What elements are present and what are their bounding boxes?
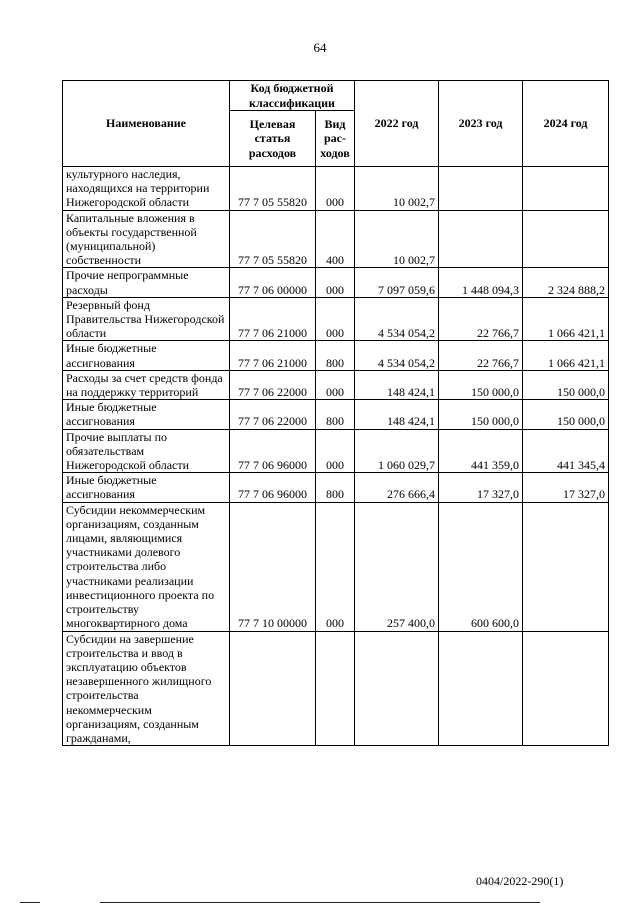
row-value-2022: 148 424,1 <box>355 400 439 429</box>
page-number: 64 <box>313 40 327 55</box>
row-name: Капитальные вложения в объекты государственной (муниципальной) собственности <box>63 210 230 268</box>
header-target-article: Целевая статья расходов <box>230 111 316 167</box>
row-value-2024 <box>523 210 609 268</box>
row-value-2022: 4 534 054,2 <box>355 341 439 370</box>
table-row <box>63 210 609 268</box>
table-row <box>63 631 609 746</box>
table-row <box>63 341 609 370</box>
header-2024: 2024 год <box>523 81 609 167</box>
row-value-2024 <box>523 631 609 746</box>
row-name: Субсидии некоммерческим организациям, созданным лицами, являющимися участниками долевого строительства либо участниками реализации инвестиционного проекта по строительству многоквартирного дома <box>63 502 230 631</box>
row-value-2022: 257 400,0 <box>355 502 439 631</box>
header-expense-type: Вид рас-ходов <box>316 111 355 167</box>
row-target-article: 77 7 06 22000 <box>230 370 316 399</box>
row-expense-type: 000 <box>316 167 355 211</box>
row-value-2024: 17 327,0 <box>523 473 609 502</box>
header-2023: 2023 год <box>439 81 523 167</box>
row-target-article: 77 7 06 21000 <box>230 341 316 370</box>
header-name: Наименование <box>63 81 230 167</box>
row-expense-type <box>316 631 355 746</box>
row-value-2022: 10 002,7 <box>355 210 439 268</box>
document-code: 0404/2022-290(1) <box>476 874 564 888</box>
row-target-article: 77 7 05 55820 <box>230 167 316 211</box>
row-value-2024 <box>523 167 609 211</box>
table-row <box>63 268 609 297</box>
table-row <box>63 297 609 341</box>
row-target-article: 77 7 06 21000 <box>230 297 316 341</box>
row-value-2022: 276 666,4 <box>355 473 439 502</box>
row-value-2023: 22 766,7 <box>439 341 523 370</box>
row-value-2024: 1 066 421,1 <box>523 341 609 370</box>
row-value-2022: 10 002,7 <box>355 167 439 211</box>
table-row <box>63 473 609 502</box>
row-value-2024 <box>523 502 609 631</box>
row-target-article: 77 7 06 00000 <box>230 268 316 297</box>
row-value-2022 <box>355 631 439 746</box>
row-expense-type: 000 <box>316 297 355 341</box>
row-expense-type: 800 <box>316 473 355 502</box>
table-body <box>63 167 609 746</box>
row-expense-type: 000 <box>316 502 355 631</box>
row-value-2024: 1 066 421,1 <box>523 297 609 341</box>
row-value-2024: 150 000,0 <box>523 400 609 429</box>
row-target-article: 77 7 10 00000 <box>230 502 316 631</box>
row-name: Иные бюджетные ассигнования <box>63 400 230 429</box>
row-target-article: 77 7 06 96000 <box>230 429 316 473</box>
row-expense-type: 800 <box>316 341 355 370</box>
row-target-article: 77 7 06 22000 <box>230 400 316 429</box>
row-name: Расходы за счет средств фонда на поддержку территорий <box>63 370 230 399</box>
header-budget-code: Код бюджетной классификации <box>230 81 355 111</box>
bottom-rule <box>100 902 540 903</box>
row-target-article: 77 7 05 55820 <box>230 210 316 268</box>
row-value-2022: 148 424,1 <box>355 370 439 399</box>
table-row <box>63 370 609 399</box>
row-name: Субсидии на завершение строительства и ввод в эксплуатацию объектов незавершенного жилищного строительства некоммерческим организациям, созданным гражданами, <box>63 631 230 746</box>
row-value-2022: 7 097 059,6 <box>355 268 439 297</box>
row-value-2023 <box>439 167 523 211</box>
row-expense-type: 000 <box>316 370 355 399</box>
row-expense-type: 000 <box>316 429 355 473</box>
bottom-rule <box>20 902 40 903</box>
row-name: культурного наследия, находящихся на территории Нижегородской области <box>63 167 230 211</box>
row-value-2024: 150 000,0 <box>523 370 609 399</box>
row-name: Резервный фонд Правительства Нижегородской области <box>63 297 230 341</box>
row-value-2023: 441 359,0 <box>439 429 523 473</box>
table-row <box>63 502 609 631</box>
row-target-article: 77 7 06 96000 <box>230 473 316 502</box>
row-name: Прочие непрограммные расходы <box>63 268 230 297</box>
header-2022: 2022 год <box>355 81 439 167</box>
row-name: Иные бюджетные ассигнования <box>63 473 230 502</box>
row-value-2022: 4 534 054,2 <box>355 297 439 341</box>
row-value-2023 <box>439 210 523 268</box>
row-value-2023: 600 600,0 <box>439 502 523 631</box>
budget-table <box>62 80 609 746</box>
row-value-2022: 1 060 029,7 <box>355 429 439 473</box>
table-row <box>63 429 609 473</box>
table-row <box>63 400 609 429</box>
row-value-2024: 441 345,4 <box>523 429 609 473</box>
row-value-2023: 150 000,0 <box>439 370 523 399</box>
table-row <box>63 167 609 211</box>
row-expense-type: 400 <box>316 210 355 268</box>
row-expense-type: 800 <box>316 400 355 429</box>
row-expense-type: 000 <box>316 268 355 297</box>
row-target-article <box>230 631 316 746</box>
row-value-2023: 22 766,7 <box>439 297 523 341</box>
row-value-2023: 1 448 094,3 <box>439 268 523 297</box>
row-value-2023: 17 327,0 <box>439 473 523 502</box>
row-value-2023 <box>439 631 523 746</box>
row-value-2023: 150 000,0 <box>439 400 523 429</box>
row-name: Прочие выплаты по обязательствам Нижегородской области <box>63 429 230 473</box>
row-value-2024: 2 324 888,2 <box>523 268 609 297</box>
row-name: Иные бюджетные ассигнования <box>63 341 230 370</box>
